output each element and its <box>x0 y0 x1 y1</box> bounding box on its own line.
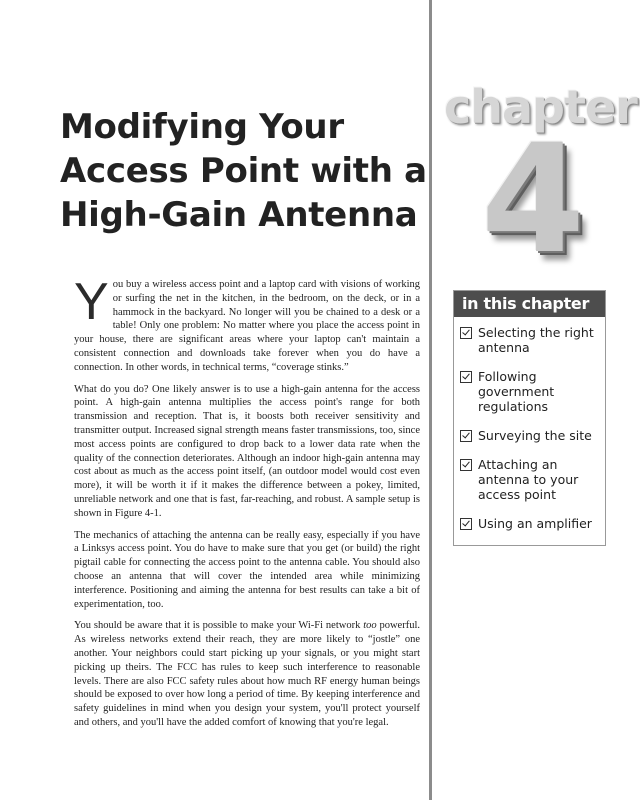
topic-item <box>460 516 601 531</box>
topic-label: Selecting the right antenna <box>478 325 594 355</box>
checkbox-icon <box>460 327 472 339</box>
chapter-label: chapter <box>444 80 637 134</box>
checkbox-icon <box>460 459 472 471</box>
topic-item <box>460 369 601 414</box>
paragraph-4-start: You should be aware that it is possible to make your Wi-Fi network <box>74 620 364 632</box>
paragraph-3: The mechanics of attaching the antenna can be really easy, especially if you have a Linksys access point. You do have to make sure that you get (or build) the right pigtail cable for connecting the access point to the antenna cable. You should also choose an antenna that will cover the intended area while minimizing interference. Positioning and aiming the antenna for best results can take a bit of experimentation, too. <box>74 529 420 610</box>
title-line-3: High-Gain Antenna <box>60 195 418 235</box>
paragraph-4 <box>74 619 420 729</box>
topic-item <box>460 325 601 355</box>
chapter-number: 4 <box>480 113 586 287</box>
drop-cap: Y <box>74 273 109 331</box>
topic-label: Following government regulations <box>478 369 555 414</box>
page-divider <box>429 0 432 800</box>
paragraph-1-text: ou buy a wireless access point and a laptop card with visions of working or surfing the net in the kitchen, in the bedroom, on the deck, or in a hammock in the backyard. No longer will you be chained to a desk or a table! Only one problem: No matter where you place the access point in your house, there are significant areas where your laptop can't maintain a consistent connection and downloads take forever when you do have a connection. In other words, in technical terms, “coverage stinks.” <box>74 279 420 373</box>
checkbox-icon <box>460 430 472 442</box>
paragraph-1 <box>74 273 420 375</box>
checkbox-icon <box>460 518 472 530</box>
in-this-chapter-heading: in this chapter <box>454 291 605 317</box>
paragraph-2: What do you do? One likely answer is to use a high-gain antenna for the access point. A high-gain antenna multiplies the access point's range for both transmission and reception. That is, it boosts both receiver sensitivity and transmitter output. Increased signal strength means faster transmissions, too, since most access points are configured to drop back to a lower data rate when the quality of the connection deteriorates. Although an indoor high-gain antenna may cost about as much as the access point itself, (an outdoor model would cost even more), it will be worth it if it makes the difference between a pokey, limited, unreliable network and one that is fast, far-reaching, and robust. A sample setup is shown in Figure 4-1. <box>74 383 420 519</box>
chapter-body <box>74 273 420 738</box>
in-this-chapter-box <box>453 290 606 546</box>
checkbox-icon <box>460 371 472 383</box>
topic-label: Using an amplifier <box>478 516 592 531</box>
chapter-title <box>60 105 427 237</box>
chapter-topics-list <box>454 317 605 531</box>
title-line-2: Access Point with a <box>60 151 427 191</box>
topic-item <box>460 457 601 502</box>
paragraph-4-end: powerful. As wireless networks extend their reach, they are more likely to “jostle” one another. Your neighbors could start picking up your signals, or you might start picking up theirs. The FCC has rules to keep such interference to reasonable levels. There are also FCC safety rules about how much RF energy human beings should be exposed to over how long a period of time. By keeping interference and safety guidelines in mind when you design your system, you'll protect yourself and others, and you'll have the added comfort of knowing that you're legal. <box>74 620 420 728</box>
topic-label: Attaching an antenna to your access point <box>478 457 579 502</box>
title-line-1: Modifying Your <box>60 107 344 147</box>
emphasis-too: too <box>363 620 377 632</box>
topic-label: Surveying the site <box>478 428 592 443</box>
topic-item <box>460 428 601 443</box>
